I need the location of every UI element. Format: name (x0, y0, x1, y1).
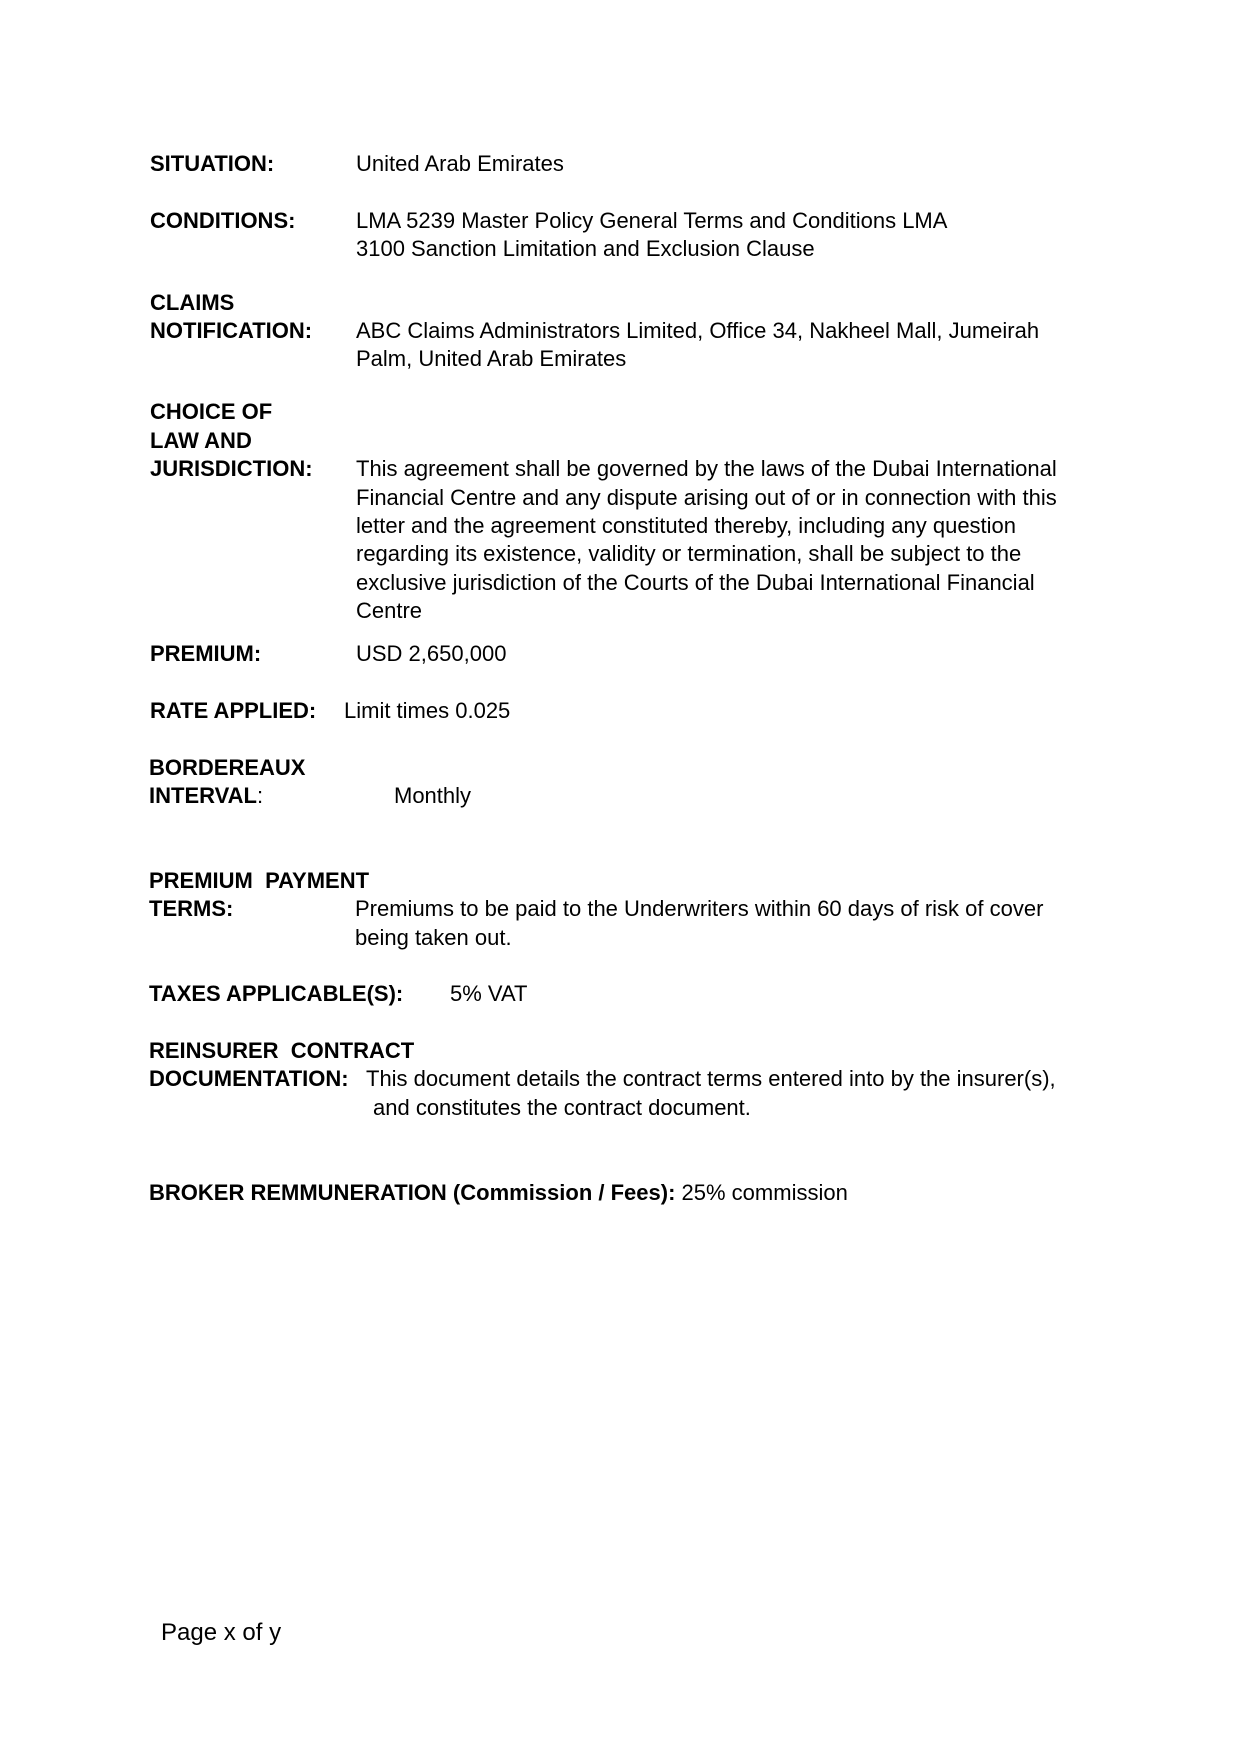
reinsurer-value-line2: and constitutes the contract document. (373, 1095, 751, 1120)
broker-label: BROKER REMMUNERATION (Commission / Fees): (149, 1180, 676, 1205)
reinsurer-label-line2: DOCUMENTATION: (149, 1066, 349, 1091)
premium-label: PREMIUM: (150, 641, 262, 666)
rate-applied-value: Limit times 0.025 (344, 698, 511, 723)
premium-payment-value-line1: Premiums to be paid to the Underwriters within 60 days of risk of cover (355, 896, 1044, 921)
bordereaux-label-line1: BORDEREAUX (149, 755, 306, 780)
choice-of-law-label-line1: CHOICE OF (150, 399, 273, 424)
rate-applied-label: RATE APPLIED: (150, 698, 317, 723)
bordereaux-value: Monthly (394, 783, 472, 808)
situation-label: SITUATION: (150, 151, 275, 176)
premium-payment-value-line2: being taken out. (355, 925, 512, 950)
premium-value: USD 2,650,000 (356, 641, 507, 666)
claims-label-line2: NOTIFICATION: (150, 318, 313, 343)
claims-value-line1: ABC Claims Administrators Limited, Office 34, Nakheel Mall, Jumeirah (356, 318, 1040, 343)
premium-payment-label-line1: PREMIUM PAYMENT (149, 868, 370, 893)
claims-value-line2: Palm, United Arab Emirates (356, 346, 627, 371)
bordereaux-label-line2 (149, 782, 263, 811)
conditions-label: CONDITIONS: (150, 208, 296, 233)
choice-of-law-line: Financial Centre and any dispute arising out of or in connection with this (356, 485, 1057, 510)
bordereaux-label-text: INTERVAL (149, 783, 257, 808)
choice-of-law-label-line2: LAW AND (150, 428, 252, 453)
choice-of-law-line: This agreement shall be governed by the laws of the Dubai International (356, 456, 1057, 481)
bordereaux-label-colon: : (256, 783, 264, 808)
claims-label-line1: CLAIMS (150, 290, 235, 315)
choice-of-law-line: Centre (356, 598, 423, 623)
broker-line (149, 1179, 848, 1208)
situation-value: United Arab Emirates (356, 151, 564, 176)
broker-value: 25% commission (681, 1180, 848, 1205)
reinsurer-label-line1: REINSURER CONTRACT (149, 1038, 415, 1063)
conditions-value-line1: LMA 5239 Master Policy General Terms and Conditions LMA (356, 208, 948, 233)
premium-payment-label-line2: TERMS: (149, 896, 234, 921)
taxes-value: 5% VAT (450, 981, 528, 1006)
taxes-label: TAXES APPLICABLE(S): (149, 981, 404, 1006)
page-number: Page x of y (161, 1619, 282, 1646)
conditions-value-line2: 3100 Sanction Limitation and Exclusion Clause (356, 236, 815, 261)
choice-of-law-label-line3: JURISDICTION: (150, 456, 313, 481)
choice-of-law-line: letter and the agreement constituted thereby, including any question (356, 513, 1017, 538)
reinsurer-value-line1: This document details the contract terms entered into by the insurer(s), (366, 1066, 1056, 1091)
choice-of-law-line: exclusive jurisdiction of the Courts of the Dubai International Financial (356, 570, 1035, 595)
choice-of-law-line: regarding its existence, validity or termination, shall be subject to the (356, 541, 1022, 566)
